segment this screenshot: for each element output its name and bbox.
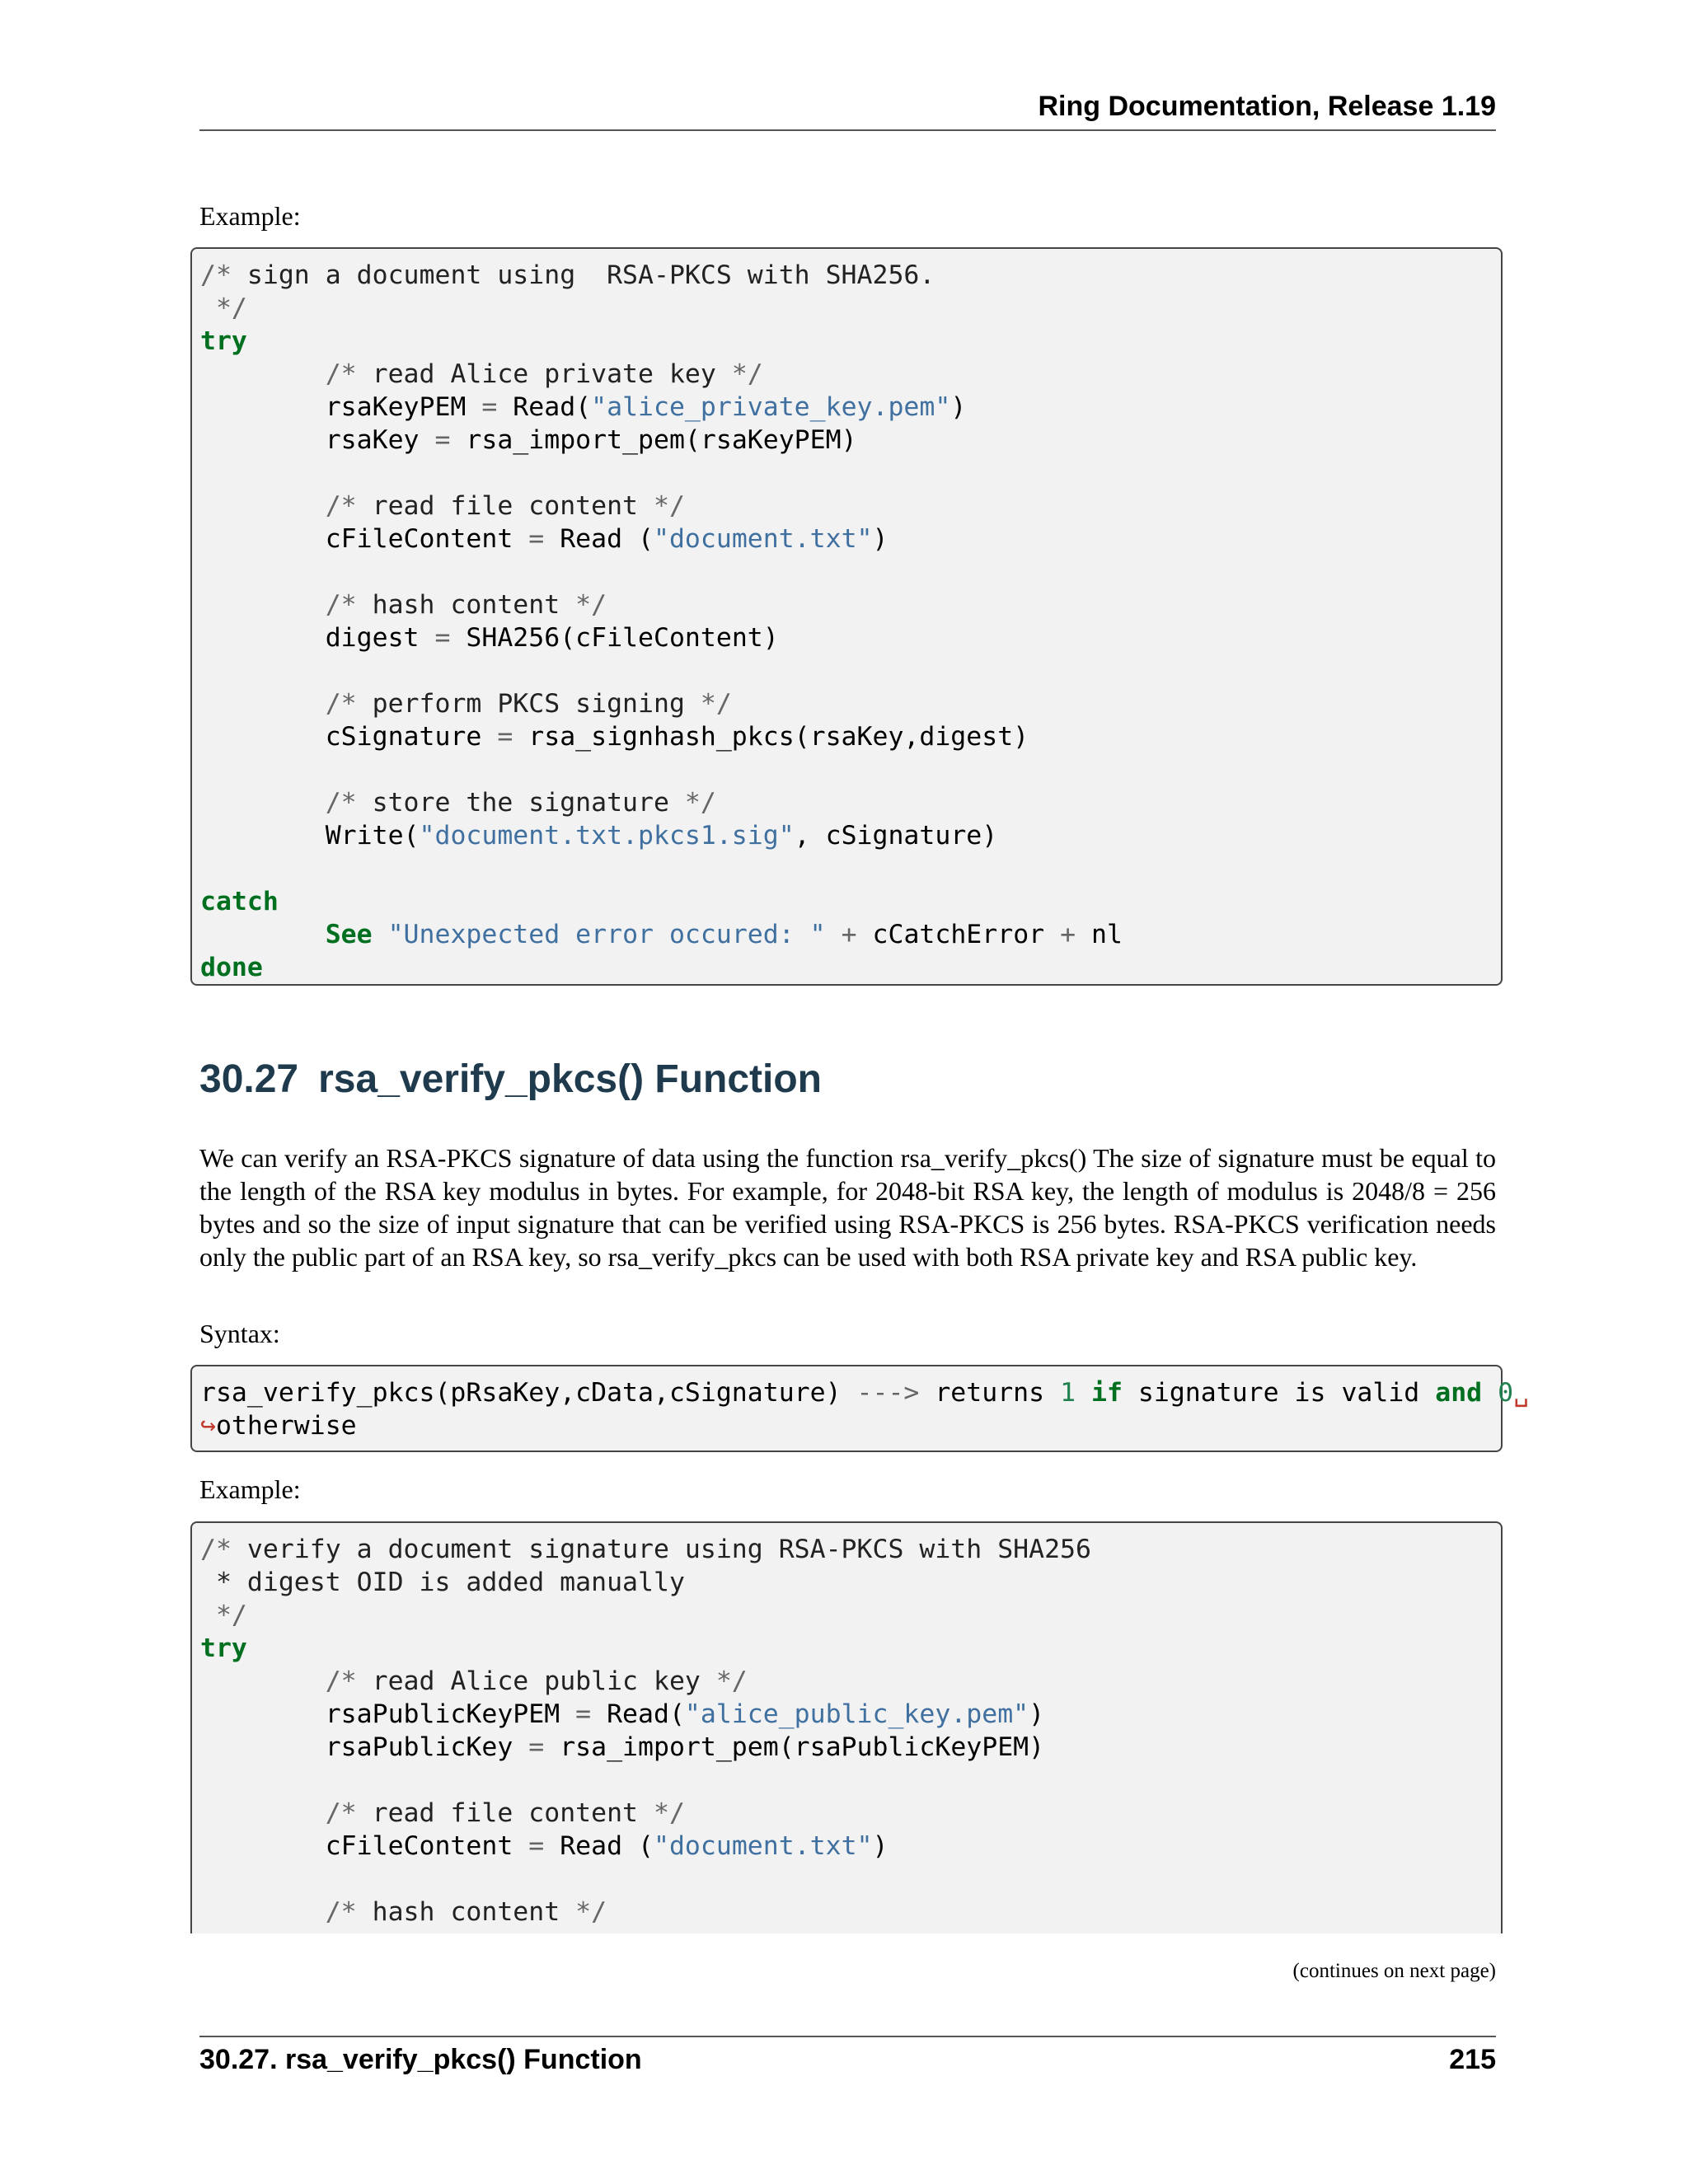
code-block-sign[interactable] <box>190 247 1503 986</box>
code-block-syntax[interactable] <box>190 1365 1530 1452</box>
section-number: 30.27 <box>199 1057 299 1101</box>
code-sign: /* sign a document using RSA-PKCS with SHA256. */ try /* read Alice private key */ rsaKeyPEM = Read("alice_private_key.pem") rsaKey = rsa_import_pem(rsaKeyPEM) /* read file content */ cFileContent = Read ("document.txt") /* hash content */ digest = SHA256(cFileContent) /* perform PKCS signing */ cSignature = rsa_signhash_pkcs(rsaKey,digest) /* store the signature */ Write("document.txt.pkcs1.sig", cSignature) catch See "Unexpected error occured: " + cCatchError + nl done <box>200 260 1123 982</box>
running-header: Ring Documentation, Release 1.19 <box>1038 91 1496 122</box>
code-block-verify[interactable] <box>190 1521 1503 1933</box>
footer-section: 30.27. rsa_verify_pkcs() Function <box>199 2044 642 2075</box>
example-label: Example: <box>199 201 301 231</box>
description-paragraph: We can verify an RSA-PKCS signature of data using the function rsa_verify_pkcs() The size of signature must be equal to the length of the RSA key modulus in bytes. For example, for 2048-bit RSA key, the length of modulus is 2048/8 = 256 bytes and so the size of input signature that can be verified using RSA-PKCS is 256 bytes. RSA-PKCS verification needs only the public part of an RSA key, so rsa_verify_pkcs can be used with both RSA private key and RSA public key. <box>199 1143 1496 1272</box>
continues-note: (continues on next page) <box>1292 1960 1496 1982</box>
code-syntax: rsa_verify_pkcs(pRsaKey,cData,cSignature) ---> returns 1 if signature is valid and 0␣ ↪otherwise <box>200 1378 1530 1441</box>
section-title: rsa_verify_pkcs() Function <box>318 1057 822 1101</box>
code-verify: /* verify a document signature using RSA-PKCS with SHA256 * digest OID is added manually */ try /* read Alice public key */ rsaPublicKeyPEM = Read("alice_public_key.pem") rsaPublicKey = rsa_import_pem(rsaPublicKeyPEM) /* read file content */ cFileContent = Read ("document.txt") /* hash content */ <box>200 1535 1091 1927</box>
syntax-label: Syntax: <box>199 1319 280 1348</box>
page-number: 215 <box>1449 2044 1496 2075</box>
section-heading <box>199 1057 822 1102</box>
example-label-2: Example: <box>199 1474 301 1504</box>
header-divider <box>199 129 1496 131</box>
footer-divider <box>199 2036 1496 2037</box>
